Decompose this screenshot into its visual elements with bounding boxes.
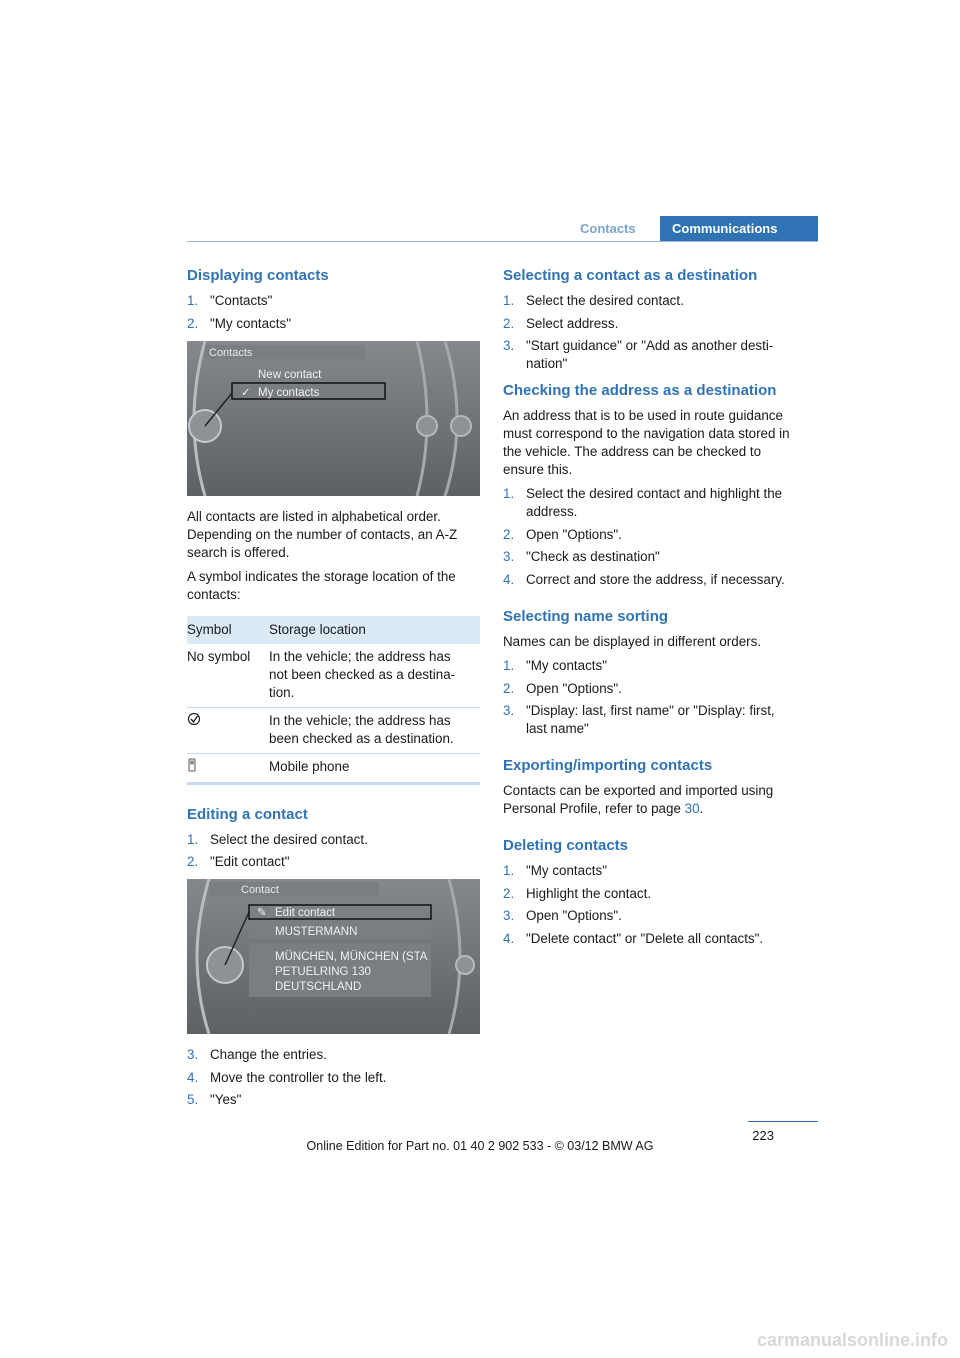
header-rule xyxy=(187,241,818,242)
shot2-item-edit-contact: Edit contact xyxy=(275,907,336,920)
screenshot-edit-contact xyxy=(187,879,480,1034)
heading-contact-destination: Selecting a contact as a destination xyxy=(503,267,758,284)
table-row xyxy=(187,644,480,708)
destination-steps xyxy=(503,292,799,373)
paragraph-export: Contacts can be exported and imported using Personal Profile, refer to page 30. xyxy=(503,783,774,817)
shot1-item-my-contacts: My contacts xyxy=(258,386,320,399)
list-item: 3. "Display: last, first name" or "Display: first, last name" xyxy=(503,703,775,737)
table-row xyxy=(187,707,480,753)
list-item: 5. "Yes" xyxy=(187,1092,242,1108)
list-item: 3. "Check as destination" xyxy=(503,549,660,565)
list-item: 2. "My contacts" xyxy=(187,315,291,331)
delete-steps xyxy=(503,862,799,948)
table-cell-location: In the vehicle; the address has not been checked as a destina-tion. xyxy=(269,644,480,708)
heading-export-import: Exporting/importing contacts xyxy=(503,757,713,775)
paragraph-check: An address that is to be used in route guidance must correspond to the navigation data stored in the vehicle. The address can be checked to ensure this. xyxy=(503,408,790,478)
table-header-symbol: Symbol xyxy=(187,616,269,644)
heading-editing-contact: Editing a contact xyxy=(187,805,308,823)
heading-displaying-contacts: Displaying contacts xyxy=(187,267,329,284)
watermark: carmanualsonline.info xyxy=(756,1330,948,1350)
list-item: 1. "My contacts" xyxy=(503,863,607,879)
header-chapter-communications: Communications xyxy=(660,216,818,242)
screenshot-contacts-menu xyxy=(187,341,480,496)
list-item: 3. Change the entries. xyxy=(187,1047,327,1063)
list-item: 2. "Edit contact" xyxy=(187,854,290,870)
header-section-contacts: Contacts xyxy=(580,221,636,236)
shot2-address-line1: MÜNCHEN, MÜNCHEN (STA xyxy=(275,951,428,964)
check-steps xyxy=(503,485,799,589)
shot2-title: Contact xyxy=(241,884,279,897)
list-item: 3. "Start guidance" or "Add as another desti-nation" xyxy=(503,338,774,372)
page-number-rule xyxy=(748,1121,818,1122)
shot2-item-name: MUSTERMANN xyxy=(275,926,358,939)
shot2-address-line2: PETUELRING 130 xyxy=(275,966,371,979)
edit-steps-b xyxy=(187,1046,480,1109)
list-item: 1. "Contacts" xyxy=(187,293,273,308)
shot2-address-line3: DEUTSCHLAND xyxy=(275,981,362,994)
list-item: 2. Open "Options". xyxy=(503,526,622,542)
right-column xyxy=(503,266,799,956)
page-number: 223 xyxy=(752,1128,774,1143)
checked-address-icon xyxy=(187,714,201,729)
display-steps xyxy=(187,292,480,333)
pencil-icon: ✎ xyxy=(257,907,267,920)
list-item: 1. Select the desired contact. xyxy=(503,293,684,308)
heading-deleting-contacts: Deleting contacts xyxy=(503,837,629,855)
check-icon: ✓ xyxy=(241,386,251,399)
list-item: 1. Select the desired contact. xyxy=(187,831,368,847)
table-header-storage: Storage location xyxy=(269,616,480,644)
mobile-phone-icon xyxy=(187,760,197,775)
heading-check-address: Checking the address as a destination xyxy=(503,382,777,400)
list-item: 1. Select the desired contact and highlight the address. xyxy=(503,486,783,520)
table-cell-location: In the vehicle; the address has been checked as a destination. xyxy=(269,707,480,753)
list-item: 4. "Delete contact" or "Delete all contacts". xyxy=(503,930,764,946)
table-cell-location: Mobile phone xyxy=(269,753,480,783)
footer-edition: Online Edition for Part no. 01 40 2 902 533 - © 03/12 BMW AG xyxy=(306,1139,654,1153)
paragraph-sort: Names can be displayed in different orders. xyxy=(503,633,762,649)
left-column xyxy=(187,266,480,1117)
list-item: 4. Correct and store the address, if necessary. xyxy=(503,571,785,587)
edit-steps-a xyxy=(187,831,480,872)
list-item: 2. Highlight the contact. xyxy=(503,885,652,901)
list-item: 4. Move the controller to the left. xyxy=(187,1069,387,1085)
list-item: 2. Open "Options". xyxy=(503,680,622,696)
heading-name-sorting: Selecting name sorting xyxy=(503,607,669,625)
shot1-item-new-contact: New contact xyxy=(258,368,322,381)
page-link-30[interactable]: 30 xyxy=(684,801,700,817)
table-cell-symbol: No symbol xyxy=(187,644,269,708)
sort-steps xyxy=(503,657,799,738)
list-item: 1. "My contacts" xyxy=(503,657,607,673)
table-header-row xyxy=(187,616,480,644)
paragraph-alphabetical: All contacts are listed in alphabetical order. Depending on the number of contacts, an A-Z search is offered. xyxy=(187,508,458,560)
list-item: 2. Select address. xyxy=(503,315,619,331)
table-row xyxy=(187,753,480,783)
shot1-title: Contacts xyxy=(209,346,253,359)
paragraph-symbol: A symbol indicates the storage location of the contacts: xyxy=(187,568,456,602)
symbol-table xyxy=(187,616,480,785)
list-item: 3. Open "Options". xyxy=(503,908,622,924)
